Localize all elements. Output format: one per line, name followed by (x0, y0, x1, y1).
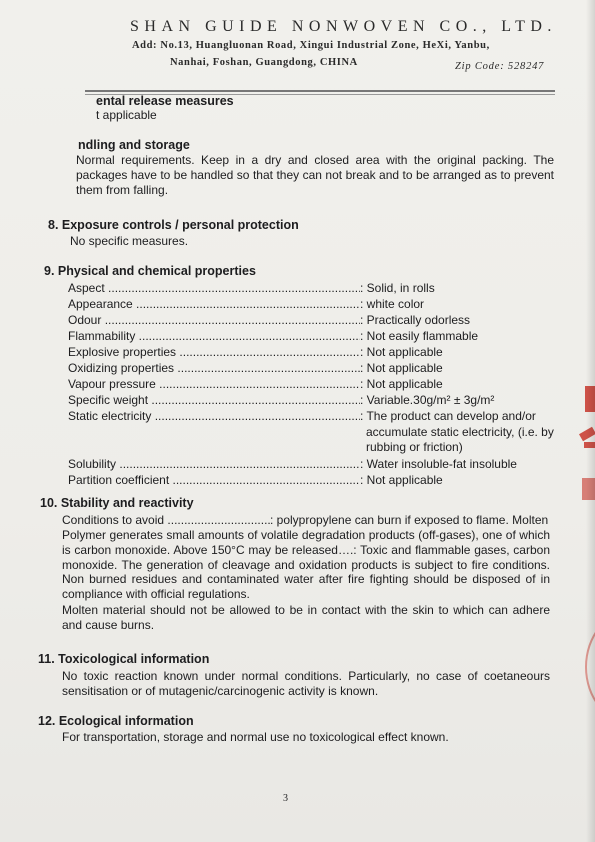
company-address-line2: Nanhai, Foshan, Guangdong, CHINA (170, 57, 358, 68)
property-value: : Not applicable (360, 345, 443, 359)
section-6-title: ental release measures (96, 94, 234, 108)
section-10-text: Polymer generates small amounts of volatile degradation products (off-gases), one of which is carbon monoxide. Above 150°C may be released….: Toxic and flammable gases, carbon monoxide. The generation of cleavage and oxidation products is subject to fire conditions. Non burned residues and contaminated water after fire fighting should be disposed of in compliance with official regulations. (62, 528, 550, 602)
property-label: Vapour pressure ..... (68, 377, 360, 391)
property-label: Solubility ..... (68, 457, 360, 471)
section-8-text: No specific measures. (70, 234, 189, 248)
property-label: Static electricity ..... (68, 409, 360, 423)
header-divider (85, 90, 555, 92)
property-label: Flammability ..... (68, 329, 360, 343)
section-7-text: Normal requirements. Keep in a dry and closed area with the original packing. The packages have to be handled so that they can not break and to be arranged as to prevent them from falling. (76, 153, 554, 197)
condition-value: : polypropylene can burn if exposed to flame. Molten (270, 513, 549, 527)
property-label: Odour ..... (68, 313, 360, 327)
section-8-title: 8. Exposure controls / personal protection (48, 218, 299, 232)
property-value: : Variable.30g/m² ± 3g/m² (360, 393, 495, 407)
section-11-text: No toxic reaction known under normal conditions. Particularly, no case of coetaneours sensitisation or of mutagenic/carcinogenic activity is known. (62, 669, 550, 698)
section-10-title: 10. Stability and reactivity (40, 496, 194, 510)
company-name: SHAN GUIDE NONWOVEN CO., LTD. (130, 18, 557, 35)
section-12-title: 12. Ecological information (38, 714, 194, 728)
property-value-continued: accumulate static electricity, (i.e. by rubbing or friction) (366, 425, 554, 454)
property-value: : Solid, in rolls (360, 281, 435, 295)
property-label: Aspect ..... (68, 281, 360, 295)
section-7-title: ndling and storage (78, 138, 190, 152)
section-6-text: t applicable (96, 108, 157, 122)
company-address-line1: Add: No.13, Huangluonan Road, Xingui Industrial Zone, HeXi, Yanbu, (132, 40, 490, 51)
section-12-text: For transportation, storage and normal use no toxicological effect known. (62, 730, 449, 744)
section-10-text-2: Molten material should not be allowed to be in contact with the skin to which can adhere and cause burns. (62, 603, 550, 632)
page-number: 3 (283, 793, 288, 804)
property-value: : white color (360, 297, 425, 311)
section-9-title: 9. Physical and chemical properties (44, 264, 256, 278)
property-value: : The product can develop and/or (360, 409, 536, 423)
condition-label: Conditions to avoid ..... (62, 513, 270, 527)
zip-code: Zip Code: 528247 (455, 61, 545, 72)
property-value: : Not applicable (360, 377, 443, 391)
property-label: Specific weight ..... (68, 393, 360, 407)
property-label: Appearance ..... (68, 297, 360, 311)
property-value: : Not easily flammable (360, 329, 479, 343)
section-11-title: 11. Toxicological information (38, 652, 210, 666)
property-value: : Water insoluble-fat insoluble (360, 457, 517, 471)
property-value: : Not applicable (360, 473, 443, 487)
property-label: Explosive properties ..... (68, 345, 360, 359)
property-value: : Practically odorless (360, 313, 471, 327)
property-label: Partition coefficient ..... (68, 473, 360, 487)
page-edge-shadow (586, 0, 595, 842)
property-label: Oxidizing properties ..... (68, 361, 360, 375)
property-value: : Not applicable (360, 361, 443, 375)
